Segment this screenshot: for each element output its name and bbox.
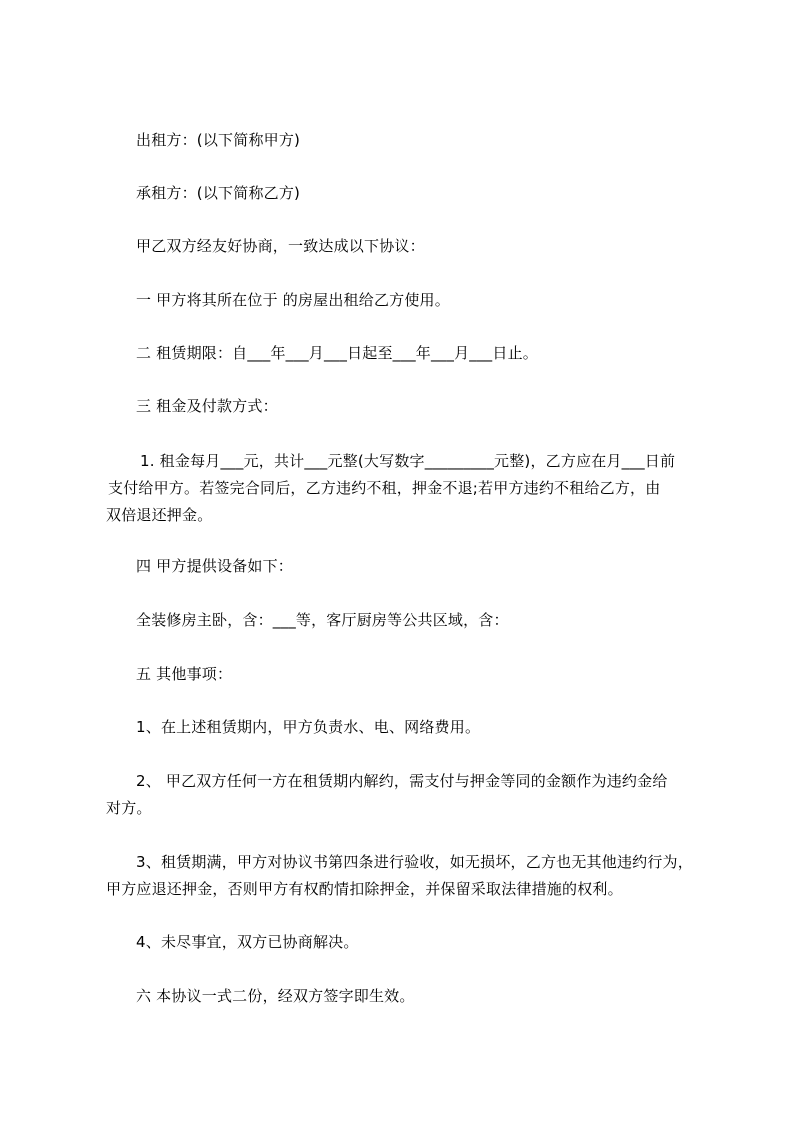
clause-3-title: 三 租金及付款方式： (136, 397, 278, 415)
clause-5-item-2-line-2: 对方。 (106, 799, 152, 817)
clause-4-title: 四 甲方提供设备如下： (136, 557, 293, 575)
clause-2: 二 租赁期限：自___年___月___日起至___年___月___日止。 (136, 344, 538, 362)
clause-4-detail: 全装修房主卧，含：___等，客厅厨房等公共区域，含： (136, 611, 509, 629)
clause-5-item-3-line-2: 甲方应退还押金，否则甲方有权酌情扣除押金，并保留采取法律措施的权利。 (106, 880, 623, 898)
clause-5-title: 五 其他事项： (136, 665, 233, 683)
clause-5-item-3-line-1: 3、租赁期满，甲方对协议书第四条进行验收，如无损坏，乙方也无其他违约行为， (136, 853, 693, 871)
clause-3-item-1-line-3: 双倍退还押金。 (106, 506, 213, 524)
clause-5-item-1: 1、在上述租赁期内，甲方负责水、电、网络费用。 (136, 718, 481, 736)
clause-1: 一 甲方将其所在位于 的房屋出租给乙方使用。 (136, 291, 450, 309)
clause-3-item-1-line-1: 1. 租金每月___元，共计___元整(大写数字_________元整)，乙方应在月___日前 (140, 452, 676, 470)
clause-6: 六 本协议一式二份，经双方签字即生效。 (136, 987, 415, 1005)
clause-5-item-4: 4、未尽事宜，双方已协商解决。 (136, 933, 359, 951)
clause-5-item-2-line-1: 2、 甲乙双方任何一方在租赁期内解约，需支付与押金等同的金额作为违约金给 (136, 772, 668, 790)
clause-3-item-1-line-2: 支付给甲方。若签完合同后，乙方违约不租，押金不退;若甲方违约不租给乙方，由 (108, 479, 661, 497)
lessee-line: 承租方：(以下简称乙方) (136, 184, 301, 202)
lessor-line: 出租方：(以下简称甲方) (136, 131, 301, 149)
preamble-line: 甲乙双方经友好协商，一致达成以下协议： (136, 237, 425, 255)
